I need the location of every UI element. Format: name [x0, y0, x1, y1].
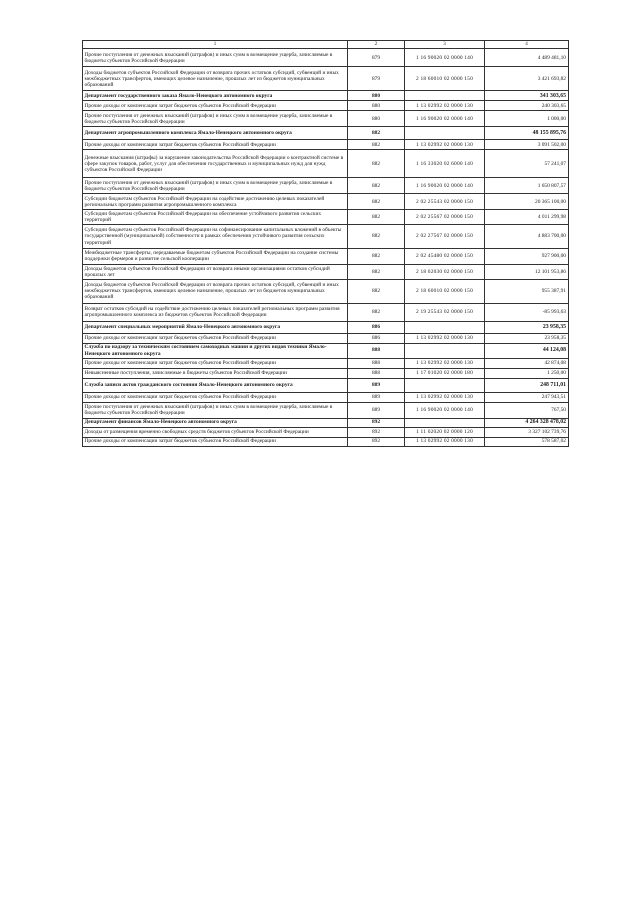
department-row	[83, 418, 569, 427]
admin-code: 892	[348, 437, 405, 446]
admin-code: 882	[348, 127, 405, 140]
revenue-row	[83, 224, 569, 248]
revenue-row	[83, 333, 569, 343]
budget-class-code: 1 13 02992 02 0000 130	[405, 392, 485, 402]
revenue-name: Прочие доходы от компенсации затрат бюджетов субъектов Российской Федерации	[83, 392, 348, 402]
amount-value: 247 943,51	[485, 392, 569, 402]
budget-class-code	[405, 127, 485, 140]
revenue-name: Доходы бюджетов субъектов Российской Федерации от возврата иными организациями остатков субсидий прошлых лет	[83, 264, 348, 279]
revenue-name: Доходы бюджетов субъектов Российской Федерации от возврата прочих остатков субсидий, субвенций и иных межбюджетных трансфертов, имеющих целевое назначение, прошлых лет из бюджетов муниципальных образований	[83, 67, 348, 91]
amount-value: -85 993,63	[485, 303, 569, 321]
revenue-name: Доходы от размещения временно свободных средств бюджетов субъектов Российской Федерации	[83, 427, 348, 437]
admin-code: 882	[348, 303, 405, 321]
budget-class-code: 1 13 02992 02 0000 130	[405, 333, 485, 343]
revenue-row	[83, 264, 569, 279]
budget-class-code	[405, 91, 485, 101]
admin-code: 882	[348, 224, 405, 248]
revenue-name: Прочие поступления от денежных взысканий (штрафов) и иных сумм в возмещение ущерба, зачисляемые в бюджеты субъектов Российской Федерации	[83, 178, 348, 194]
admin-code: 888	[348, 368, 405, 378]
column-number: 4	[485, 41, 569, 49]
revenue-row	[83, 111, 569, 127]
admin-code: 892	[348, 427, 405, 437]
revenue-row	[83, 248, 569, 264]
admin-code: 880	[348, 111, 405, 127]
budget-class-code: 1 16 90020 02 0000 140	[405, 111, 485, 127]
amount-value: 3 091 502,00	[485, 140, 569, 150]
revenue-row	[83, 194, 569, 210]
revenue-row	[83, 178, 569, 194]
budget-class-code: 2 18 02030 02 0000 150	[405, 264, 485, 279]
admin-code: 882	[348, 178, 405, 194]
revenue-name: Субсидии бюджетам субъектов Российской Федерации на содействие достижению целевых показателей региональных программ развития агропромышленного комплекса	[83, 194, 348, 210]
revenue-row	[83, 67, 569, 91]
amount-value: 1 000,00	[485, 111, 569, 127]
revenue-name: Субсидии бюджетам субъектов Российской Федерации на софинансирование капитальных вложений в объекты государственной (муниципальной) собственности в рамках обеспечения устойчивого развития сельских территорий	[83, 224, 348, 248]
department-row	[83, 321, 569, 333]
admin-code: 889	[348, 392, 405, 402]
budget-class-code	[405, 378, 485, 392]
revenue-row	[83, 368, 569, 378]
admin-code: 888	[348, 343, 405, 358]
budget-class-code: 2 02 25543 02 0000 150	[405, 194, 485, 210]
amount-value: 44 124,08	[485, 343, 569, 358]
revenue-name: Прочие доходы от компенсации затрат бюджетов субъектов Российской Федерации	[83, 437, 348, 446]
revenue-report-page	[82, 40, 568, 447]
revenue-name: Возврат остатков субсидий на содействие достижению целевых показателей региональных программ развития агропромышленного комплекса из бюджетов субъектов Российской Федерации	[83, 303, 348, 321]
budget-class-code	[405, 343, 485, 358]
revenue-name: Денежные взыскания (штрафы) за нарушение законодательства Российской Федерации о контрактной системе в сфере закупок товаров, работ, услуг для обеспечения государственных и муниципальных нужд для нужд субъектов Российской Федерации	[83, 150, 348, 178]
column-number: 2	[348, 41, 405, 49]
department-row	[83, 91, 569, 101]
budget-class-code: 2 02 45480 02 0000 150	[405, 248, 485, 264]
revenue-name: Доходы бюджетов субъектов Российской Федерации от возврата прочих остатков субсидий, субвенций и иных межбюджетных трансфертов, имеющих целевое назначение, прошлых лет из бюджетов муниципальных образований	[83, 279, 348, 303]
budget-class-code: 1 13 02992 02 0000 130	[405, 140, 485, 150]
revenue-name: Прочие доходы от компенсации затрат бюджетов субъектов Российской Федерации	[83, 140, 348, 150]
revenue-row	[83, 279, 569, 303]
revenue-name: Невыясненные поступления, зачисляемые в бюджеты субъектов Российской Федерации	[83, 368, 348, 378]
revenue-name: Служба по надзору за техническим состоянием самоходных машин и других видов техники Ямало-Ненецкого автономного округа	[83, 343, 348, 358]
amount-value: 767,50	[485, 402, 569, 418]
budget-class-code: 1 11 02020 02 0000 120	[405, 427, 485, 437]
revenue-row	[83, 358, 569, 368]
amount-value: 57 241,07	[485, 150, 569, 178]
admin-code: 879	[348, 67, 405, 91]
revenue-name: Служба записи актов гражданского состояния Ямало-Ненецкого автономного округа	[83, 378, 348, 392]
admin-code: 888	[348, 358, 405, 368]
revenue-name: Департамент финансов Ямало-Ненецкого автономного округа	[83, 418, 348, 427]
revenue-name: Департамент государственного заказа Ямало-Ненецкого автономного округа	[83, 91, 348, 101]
budget-class-code: 2 02 27567 02 0000 150	[405, 224, 485, 248]
amount-value: 3 327 102 739,76	[485, 427, 569, 437]
amount-value: 240 303,65	[485, 101, 569, 111]
budget-class-code: 1 13 02992 02 0000 130	[405, 101, 485, 111]
budget-class-code: 2 02 25567 02 0000 150	[405, 210, 485, 225]
revenue-table	[82, 40, 569, 447]
revenue-name: Прочие доходы от компенсации затрат бюджетов субъектов Российской Федерации	[83, 358, 348, 368]
amount-value: 3 421 693,82	[485, 67, 569, 91]
amount-value: 23 958,35	[485, 321, 569, 333]
admin-code: 882	[348, 150, 405, 178]
revenue-name: Межбюджетные трансферты, передаваемые бюджетам субъектов Российской Федерации на создание системы поддержки фермеров и развитие сельской кооперации	[83, 248, 348, 264]
admin-code: 886	[348, 333, 405, 343]
revenue-name: Прочие поступления от денежных взысканий (штрафов) и иных сумм в возмещение ущерба, зачисляемые в бюджеты субъектов Российской Федерации	[83, 49, 348, 67]
budget-class-code: 2 19 25543 02 0000 150	[405, 303, 485, 321]
column-number: 1	[83, 41, 348, 49]
amount-value: 12 101 953,86	[485, 264, 569, 279]
budget-class-code: 1 16 90020 02 0000 140	[405, 402, 485, 418]
revenue-row	[83, 402, 569, 418]
revenue-name: Прочие доходы от компенсации затрат бюджетов субъектов Российской Федерации	[83, 333, 348, 343]
revenue-name: Прочие поступления от денежных взысканий (штрафов) и иных сумм в возмещение ущерба, зачисляемые в бюджеты субъектов Российской Федерации	[83, 402, 348, 418]
amount-value: 4 883 700,00	[485, 224, 569, 248]
revenue-row	[83, 392, 569, 402]
amount-value: 4 489 481,10	[485, 49, 569, 67]
admin-code: 880	[348, 91, 405, 101]
admin-code: 882	[348, 279, 405, 303]
admin-code: 882	[348, 140, 405, 150]
column-number-row	[83, 41, 569, 49]
revenue-row	[83, 303, 569, 321]
revenue-name: Субсидии бюджетам субъектов Российской Федерации на обеспечение устойчивого развития сельских территорий	[83, 210, 348, 225]
revenue-row	[83, 150, 569, 178]
budget-class-code: 1 16 90020 02 0000 140	[405, 49, 485, 67]
amount-value: 955 387,91	[485, 279, 569, 303]
amount-value: 1 650 807,57	[485, 178, 569, 194]
amount-value: 48 155 895,76	[485, 127, 569, 140]
admin-code: 892	[348, 418, 405, 427]
admin-code: 886	[348, 321, 405, 333]
admin-code: 880	[348, 101, 405, 111]
revenue-name: Департамент агропромышленного комплекса Ямало-Ненецкого автономного округа	[83, 127, 348, 140]
revenue-name: Прочие поступления от денежных взысканий (штрафов) и иных сумм в возмещение ущерба, зачисляемые в бюджеты субъектов Российской Федерации	[83, 111, 348, 127]
admin-code: 889	[348, 378, 405, 392]
budget-class-code: 1 13 02992 02 0000 130	[405, 358, 485, 368]
revenue-row	[83, 140, 569, 150]
revenue-row	[83, 437, 569, 446]
department-row	[83, 343, 569, 358]
amount-value: 4 264 328 478,02	[485, 418, 569, 427]
budget-class-code: 1 17 01020 02 0000 180	[405, 368, 485, 378]
revenue-name: Прочие доходы от компенсации затрат бюджетов субъектов Российской Федерации	[83, 101, 348, 111]
admin-code: 889	[348, 402, 405, 418]
department-row	[83, 378, 569, 392]
admin-code: 879	[348, 49, 405, 67]
amount-value: 42 874,08	[485, 358, 569, 368]
revenue-row	[83, 427, 569, 437]
amount-value: 23 958,35	[485, 333, 569, 343]
amount-value: 927 900,00	[485, 248, 569, 264]
admin-code: 882	[348, 210, 405, 225]
department-row	[83, 127, 569, 140]
admin-code: 882	[348, 248, 405, 264]
amount-value: 20 365 100,00	[485, 194, 569, 210]
amount-value: 341 303,65	[485, 91, 569, 101]
revenue-row	[83, 49, 569, 67]
budget-class-code: 2 18 60010 02 0000 150	[405, 67, 485, 91]
amount-value: 4 011 299,98	[485, 210, 569, 225]
revenue-row	[83, 101, 569, 111]
budget-class-code: 1 16 90020 02 0000 140	[405, 178, 485, 194]
revenue-row	[83, 210, 569, 225]
revenue-name: Департамент специальных мероприятий Ямало-Ненецкого автономного округа	[83, 321, 348, 333]
admin-code: 882	[348, 264, 405, 279]
revenue-table-body	[83, 41, 569, 447]
budget-class-code: 1 13 02992 02 0000 130	[405, 437, 485, 446]
admin-code: 882	[348, 194, 405, 210]
budget-class-code: 2 18 60010 02 0000 150	[405, 279, 485, 303]
amount-value: 248 711,01	[485, 378, 569, 392]
column-number: 3	[405, 41, 485, 49]
budget-class-code	[405, 321, 485, 333]
budget-class-code	[405, 418, 485, 427]
amount-value: 1 250,00	[485, 368, 569, 378]
amount-value: 578 587,02	[485, 437, 569, 446]
budget-class-code: 1 16 33020 02 6000 140	[405, 150, 485, 178]
